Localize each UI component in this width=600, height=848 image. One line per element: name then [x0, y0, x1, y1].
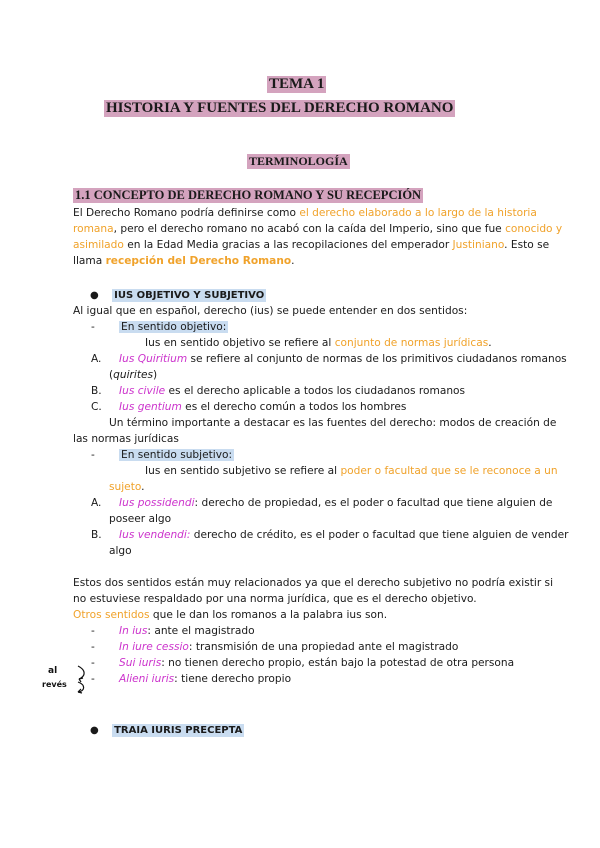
section-title: TERMINOLOGÍA	[249, 154, 348, 168]
list-item: C. Ius gentium es el derecho común a todos los hombres	[91, 401, 407, 413]
dash-item: - Sui iuris: no tienen derecho propio, están bajo la potestad de otra persona	[91, 657, 515, 669]
dash-item: - In ius: ante el magistrado	[91, 625, 255, 637]
bullet-icon: ●	[90, 725, 99, 736]
bullet-heading	[90, 724, 244, 736]
note-line: las normas jurídicas	[73, 433, 179, 445]
list-item: A. Ius Quiritium se refiere al conjunto de normas de los primitivos ciudadanos romanos	[91, 353, 567, 365]
doc-tema: TEMA 1	[269, 76, 325, 92]
dash-item-objetivo: - En sentido objetivo:	[91, 321, 227, 333]
list-item-cont: poseer algo	[109, 513, 172, 525]
list-item-cont: (quirites)	[109, 369, 158, 381]
paragraph-line: romana, pero el derecho romano no acabó con la caída del Imperio, sino que fue conocido y	[73, 223, 563, 235]
dash-item: - Alieni iuris: tiene derecho propio	[91, 673, 292, 685]
definition-line-cont: sujeto.	[109, 481, 145, 493]
paragraph-line: Otros sentidos que le dan los romanos a la palabra ius son.	[73, 609, 388, 621]
list-item: A. Ius possidendi: derecho de propiedad, es el poder o facultad que tiene alguien de	[91, 497, 553, 509]
definition-line: Ius en sentido subjetivo se refiere al poder o facultad que se le reconoce a un	[145, 465, 558, 477]
svg-text:revés: revés	[42, 680, 67, 689]
paragraph-line: no estuviese respaldado por una norma jurídica, que es el derecho objetivo.	[73, 593, 477, 605]
handwritten-annotation	[38, 660, 88, 694]
annotation-arrows-icon	[38, 660, 88, 694]
list-item-cont: algo	[109, 545, 132, 557]
bullet-heading	[90, 289, 266, 301]
paragraph-line: Estos dos sentidos están muy relacionados ya que el derecho subjetivo no podría existir si	[73, 577, 554, 589]
subsection-heading: 1.1 CONCEPTO DE DERECHO ROMANO Y SU RECEPCIÓN	[75, 188, 422, 202]
paragraph-line: El Derecho Romano podría definirse como el derecho elaborado a lo largo de la historia	[73, 207, 537, 219]
list-item: B. Ius vendendi: derecho de crédito, es el poder o facultad que tiene alguien de vender	[91, 529, 569, 541]
paragraph-line: llama recepción del Derecho Romano.	[73, 255, 295, 267]
note-line: Un término importante a destacar es las fuentes del derecho: modos de creación de	[109, 417, 557, 429]
dash-item: - In iure cessio: transmisión de una propiedad ante el magistrado	[91, 641, 459, 653]
svg-text:al: al	[48, 666, 58, 676]
dash-item-subjetivo: - En sentido subjetivo:	[91, 449, 233, 461]
bullet-heading-label: IUS OBJETIVO Y SUBJETIVO	[114, 290, 265, 301]
bullet-icon: ●	[90, 290, 99, 301]
paragraph-line: asimilado en la Edad Media gracias a las recopilaciones del emperador Justiniano. Esto se	[73, 239, 550, 251]
paragraph-line: Al igual que en español, derecho (ius) se puede entender en dos sentidos:	[73, 305, 468, 317]
definition-line: Ius en sentido objetivo se refiere al conjunto de normas jurídicas.	[145, 337, 492, 349]
list-item: B. Ius civile es el derecho aplicable a todos los ciudadanos romanos	[91, 385, 466, 397]
doc-title: HISTORIA Y FUENTES DEL DERECHO ROMANO	[106, 100, 454, 116]
bullet-heading-label: TRAIA IURIS PRECEPTA	[114, 725, 243, 736]
